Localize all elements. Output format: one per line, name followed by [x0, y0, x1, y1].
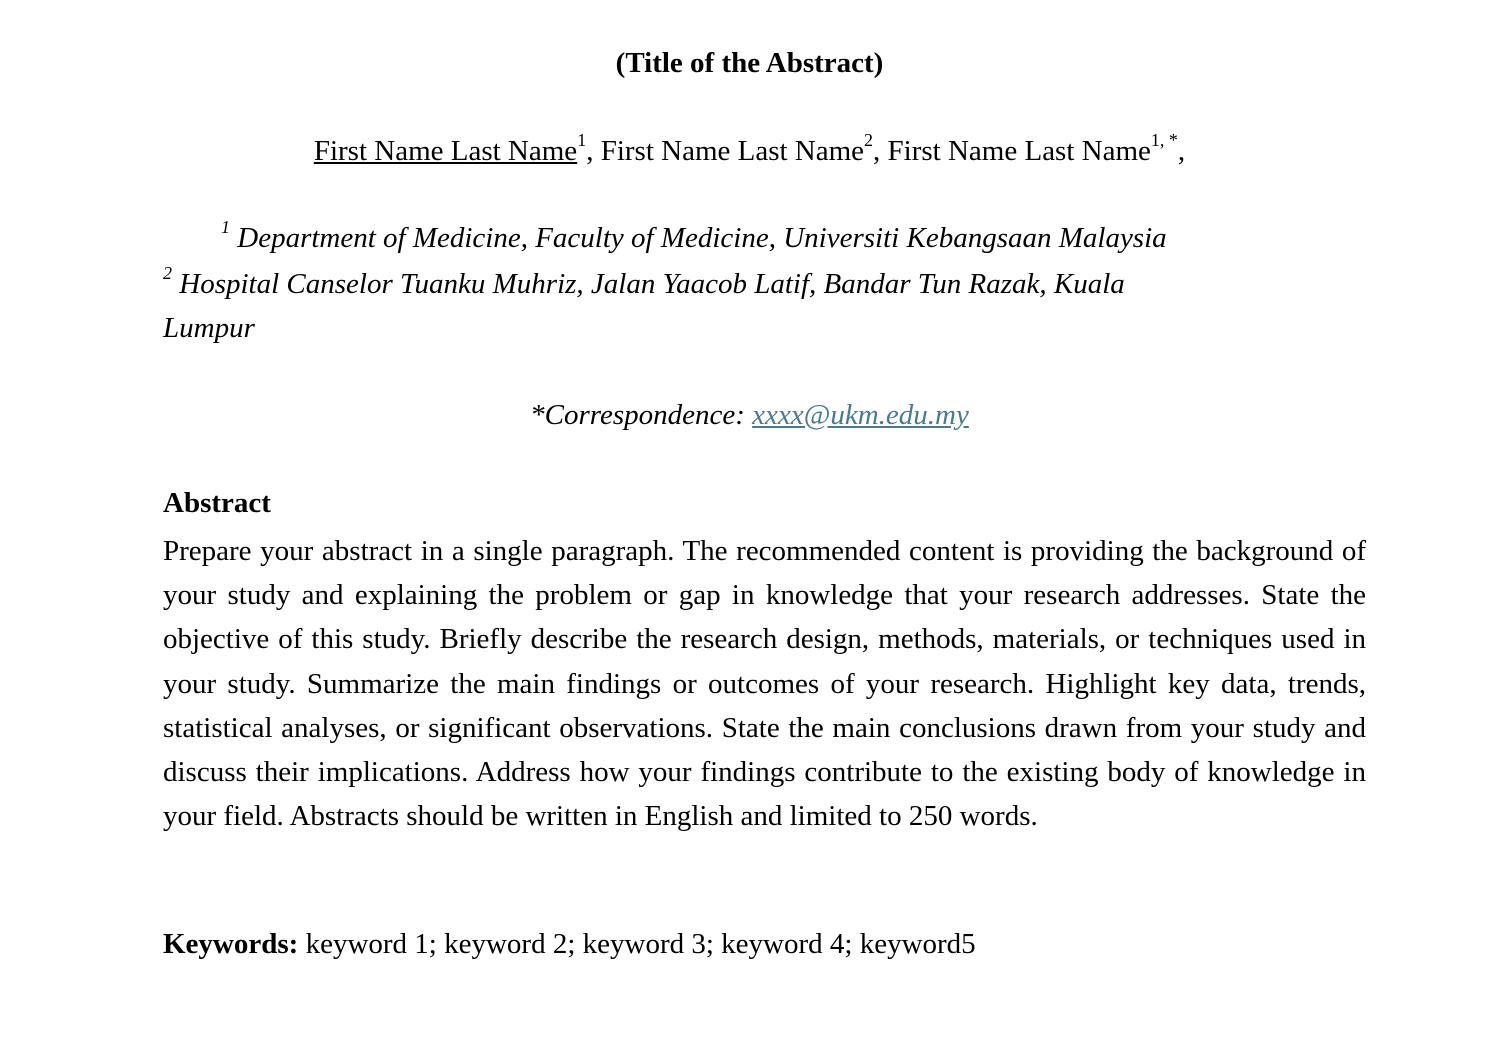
affiliation-2-text-line1: Hospital Canselor Tuanku Muhriz, Jalan Yaacob Latif, Bandar Tun Razak, Kuala [172, 268, 1125, 300]
author-3-name: First Name Last Name [887, 135, 1151, 167]
author-separator: , [586, 135, 601, 167]
abstract-body: Prepare your abstract in a single paragraph. The recommended content is providing the background of your study and explaining the problem or gap in knowledge that your research addresses. State the objective of this study. Briefly describe the research design, methods, materials, or techniques used in your study. Summarize the main findings or outcomes of your research. Highlight key data, trends, statistical analyses, or significant observations. State the main conclusions drawn from your study and discuss their implications. Address how your findings contribute to the existing body of knowledge in your field. Abstracts should be written in English and limited to 250 words. [163, 535, 1366, 833]
affiliation-1 [221, 217, 1167, 256]
keywords-label: Keywords: [163, 928, 299, 960]
author-list [0, 130, 1499, 169]
correspondence-label: *Correspondence: [530, 399, 753, 431]
affiliation-2-continued: Lumpur [163, 312, 255, 344]
author-2-name: First Name Last Name [600, 135, 865, 167]
affiliation-1-text: Department of Medicine, Faculty of Medicine, Universiti Kebangsaan Malaysia [230, 222, 1167, 254]
abstract-heading: Abstract [163, 487, 271, 519]
author-3-affiliation-mark: 1, * [1150, 130, 1178, 151]
author-1-affiliation-mark: 1 [577, 130, 587, 151]
abstract-title: (Title of the Abstract) [615, 47, 884, 79]
author-2-affiliation-mark: 2 [864, 130, 874, 151]
keywords-text: keyword 1; keyword 2; keyword 3; keyword 4; keyword5 [298, 928, 976, 960]
author-separator: , [1177, 135, 1186, 167]
author-separator: , [873, 135, 888, 167]
keywords-line [163, 926, 976, 962]
author-1-name: First Name Last Name [313, 135, 578, 167]
correspondence-email-link[interactable]: xxxx@ukm.edu.my [752, 399, 969, 431]
affiliation-2 [163, 263, 1125, 302]
correspondence [0, 397, 1499, 433]
affiliation-1-mark: 1 [221, 217, 230, 238]
affiliation-2-mark: 2 [163, 263, 172, 284]
